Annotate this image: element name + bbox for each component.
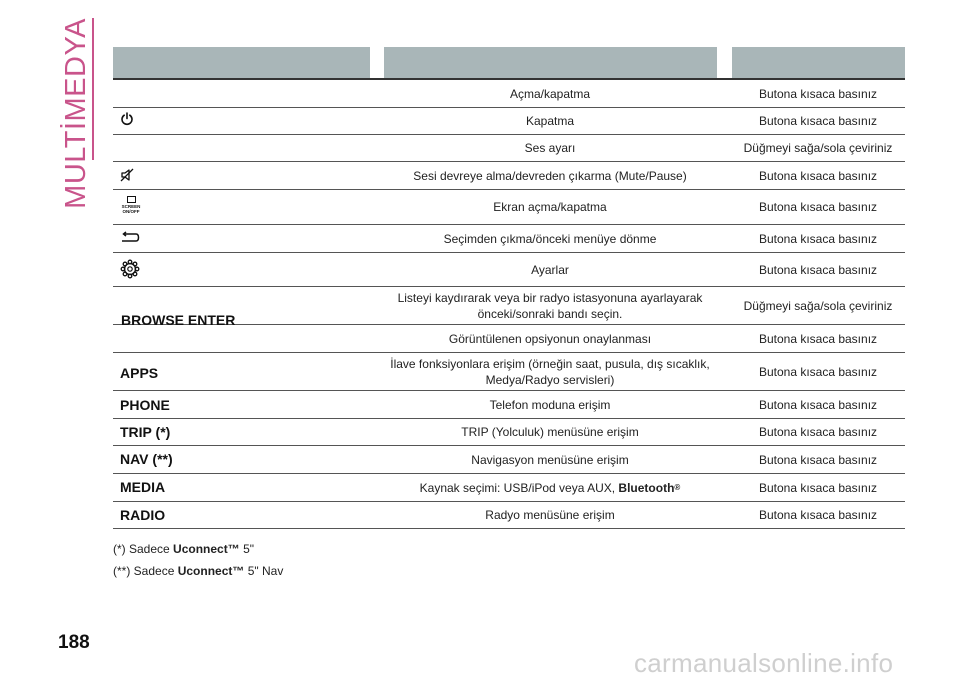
bluetooth-text: Bluetooth	[618, 480, 675, 495]
table-row	[113, 502, 905, 529]
button-label-phone: PHONE	[120, 397, 170, 413]
action-cell: Butona kısaca basınız	[758, 331, 878, 346]
table-header-col-1	[113, 47, 370, 78]
power-icon	[120, 112, 134, 126]
function-cell: Ekran açma/kapatma	[493, 200, 607, 214]
table-row	[113, 353, 905, 391]
table-header-col-3	[732, 47, 905, 78]
section-title-rule	[92, 18, 94, 160]
table-row	[113, 325, 905, 353]
action-cell: Butona kısaca basınız	[758, 364, 878, 379]
button-label-radio: RADIO	[120, 507, 166, 523]
action-cell: Butona kısaca basınız	[758, 508, 878, 522]
function-cell: Ayarlar	[531, 262, 569, 277]
back-arrow-icon	[120, 231, 140, 245]
action-cell: Butona kısaca basınız	[758, 114, 878, 128]
function-cell: Görüntülenen opsiyonun onaylanması	[448, 331, 652, 346]
action-cell: Butona kısaca basınız	[758, 425, 878, 439]
function-cell: Seçimden çıkma/önceki menüye dönme	[443, 231, 657, 246]
section-title: MULTİMEDYA	[59, 18, 92, 209]
table-row	[113, 446, 905, 474]
function-cell: Sesi devreye alma/devreden çıkarma (Mute/Pause)	[413, 168, 687, 183]
table-row	[113, 190, 905, 225]
table-header-col-2	[384, 47, 717, 78]
action-cell: Düğmeyi sağa/sola çeviriniz	[743, 298, 893, 313]
function-cell: Açma/kapatma	[509, 86, 591, 101]
action-cell: Butona kısaca basınız	[758, 231, 878, 246]
table-row	[113, 108, 905, 135]
button-label-media: MEDIA	[120, 479, 166, 495]
table-row	[113, 474, 905, 502]
footnote-1: (*) Sadece Uconnect™ 5"	[113, 542, 255, 556]
function-cell: Kapatma	[525, 114, 575, 128]
footnote-2: (**) Sadece Uconnect™ 5" Nav	[113, 564, 284, 578]
function-cell: İlave fonksiyonlara erişim (örneğin saat, pusula, dış sıcaklık, Medya/Radyo servisleri)	[390, 356, 710, 387]
function-cell: Listeyi kaydırarak veya bir radyo istasyonuna ayarlayarak önceki/sonraki bandı seçin.	[397, 290, 703, 321]
button-label-nav: NAV (**)	[120, 451, 173, 467]
action-cell: Butona kısaca basınız	[758, 397, 878, 412]
button-label-apps: APPS	[120, 365, 159, 381]
table-row	[113, 419, 905, 446]
action-cell: Butona kısaca basınız	[758, 86, 878, 101]
watermark: carmanualsonline.info	[634, 648, 894, 678]
settings-icon	[120, 259, 140, 279]
action-cell: Butona kısaca basınız	[758, 200, 878, 214]
function-cell	[383, 474, 717, 501]
table-row	[113, 391, 905, 419]
table-row	[113, 135, 905, 162]
registered-mark: ®	[674, 482, 681, 492]
page-number: 188	[58, 632, 90, 653]
mute-icon	[120, 168, 134, 182]
function-cell: Radyo menüsüne erişim	[485, 508, 615, 522]
table-row	[113, 253, 905, 287]
action-cell: Butona kısaca basınız	[758, 168, 878, 183]
function-cell: TRIP (Yolculuk) menüsüne erişim	[461, 425, 639, 439]
table-row	[113, 225, 905, 253]
table-row	[113, 162, 905, 190]
action-cell: Butona kısaca basınız	[758, 262, 878, 277]
action-cell: Düğmeyi sağa/sola çeviriniz	[743, 141, 893, 155]
action-cell: Butona kısaca basınız	[758, 452, 878, 467]
screen-onoff-icon: SCREEN ON/OFF	[120, 196, 142, 214]
function-cell: Ses ayarı	[524, 141, 576, 155]
button-label-browse-enter: BROWSE ENTER	[121, 312, 236, 328]
function-cell: Navigasyon menüsüne erişim	[471, 452, 629, 467]
action-cell: Butona kısaca basınız	[758, 480, 878, 495]
table-row	[113, 80, 905, 108]
function-text: Kaynak seçimi: USB/iPod veya AUX,	[419, 480, 616, 495]
function-cell: Telefon moduna erişim	[489, 397, 611, 412]
button-label-trip: TRIP (*)	[120, 424, 171, 440]
